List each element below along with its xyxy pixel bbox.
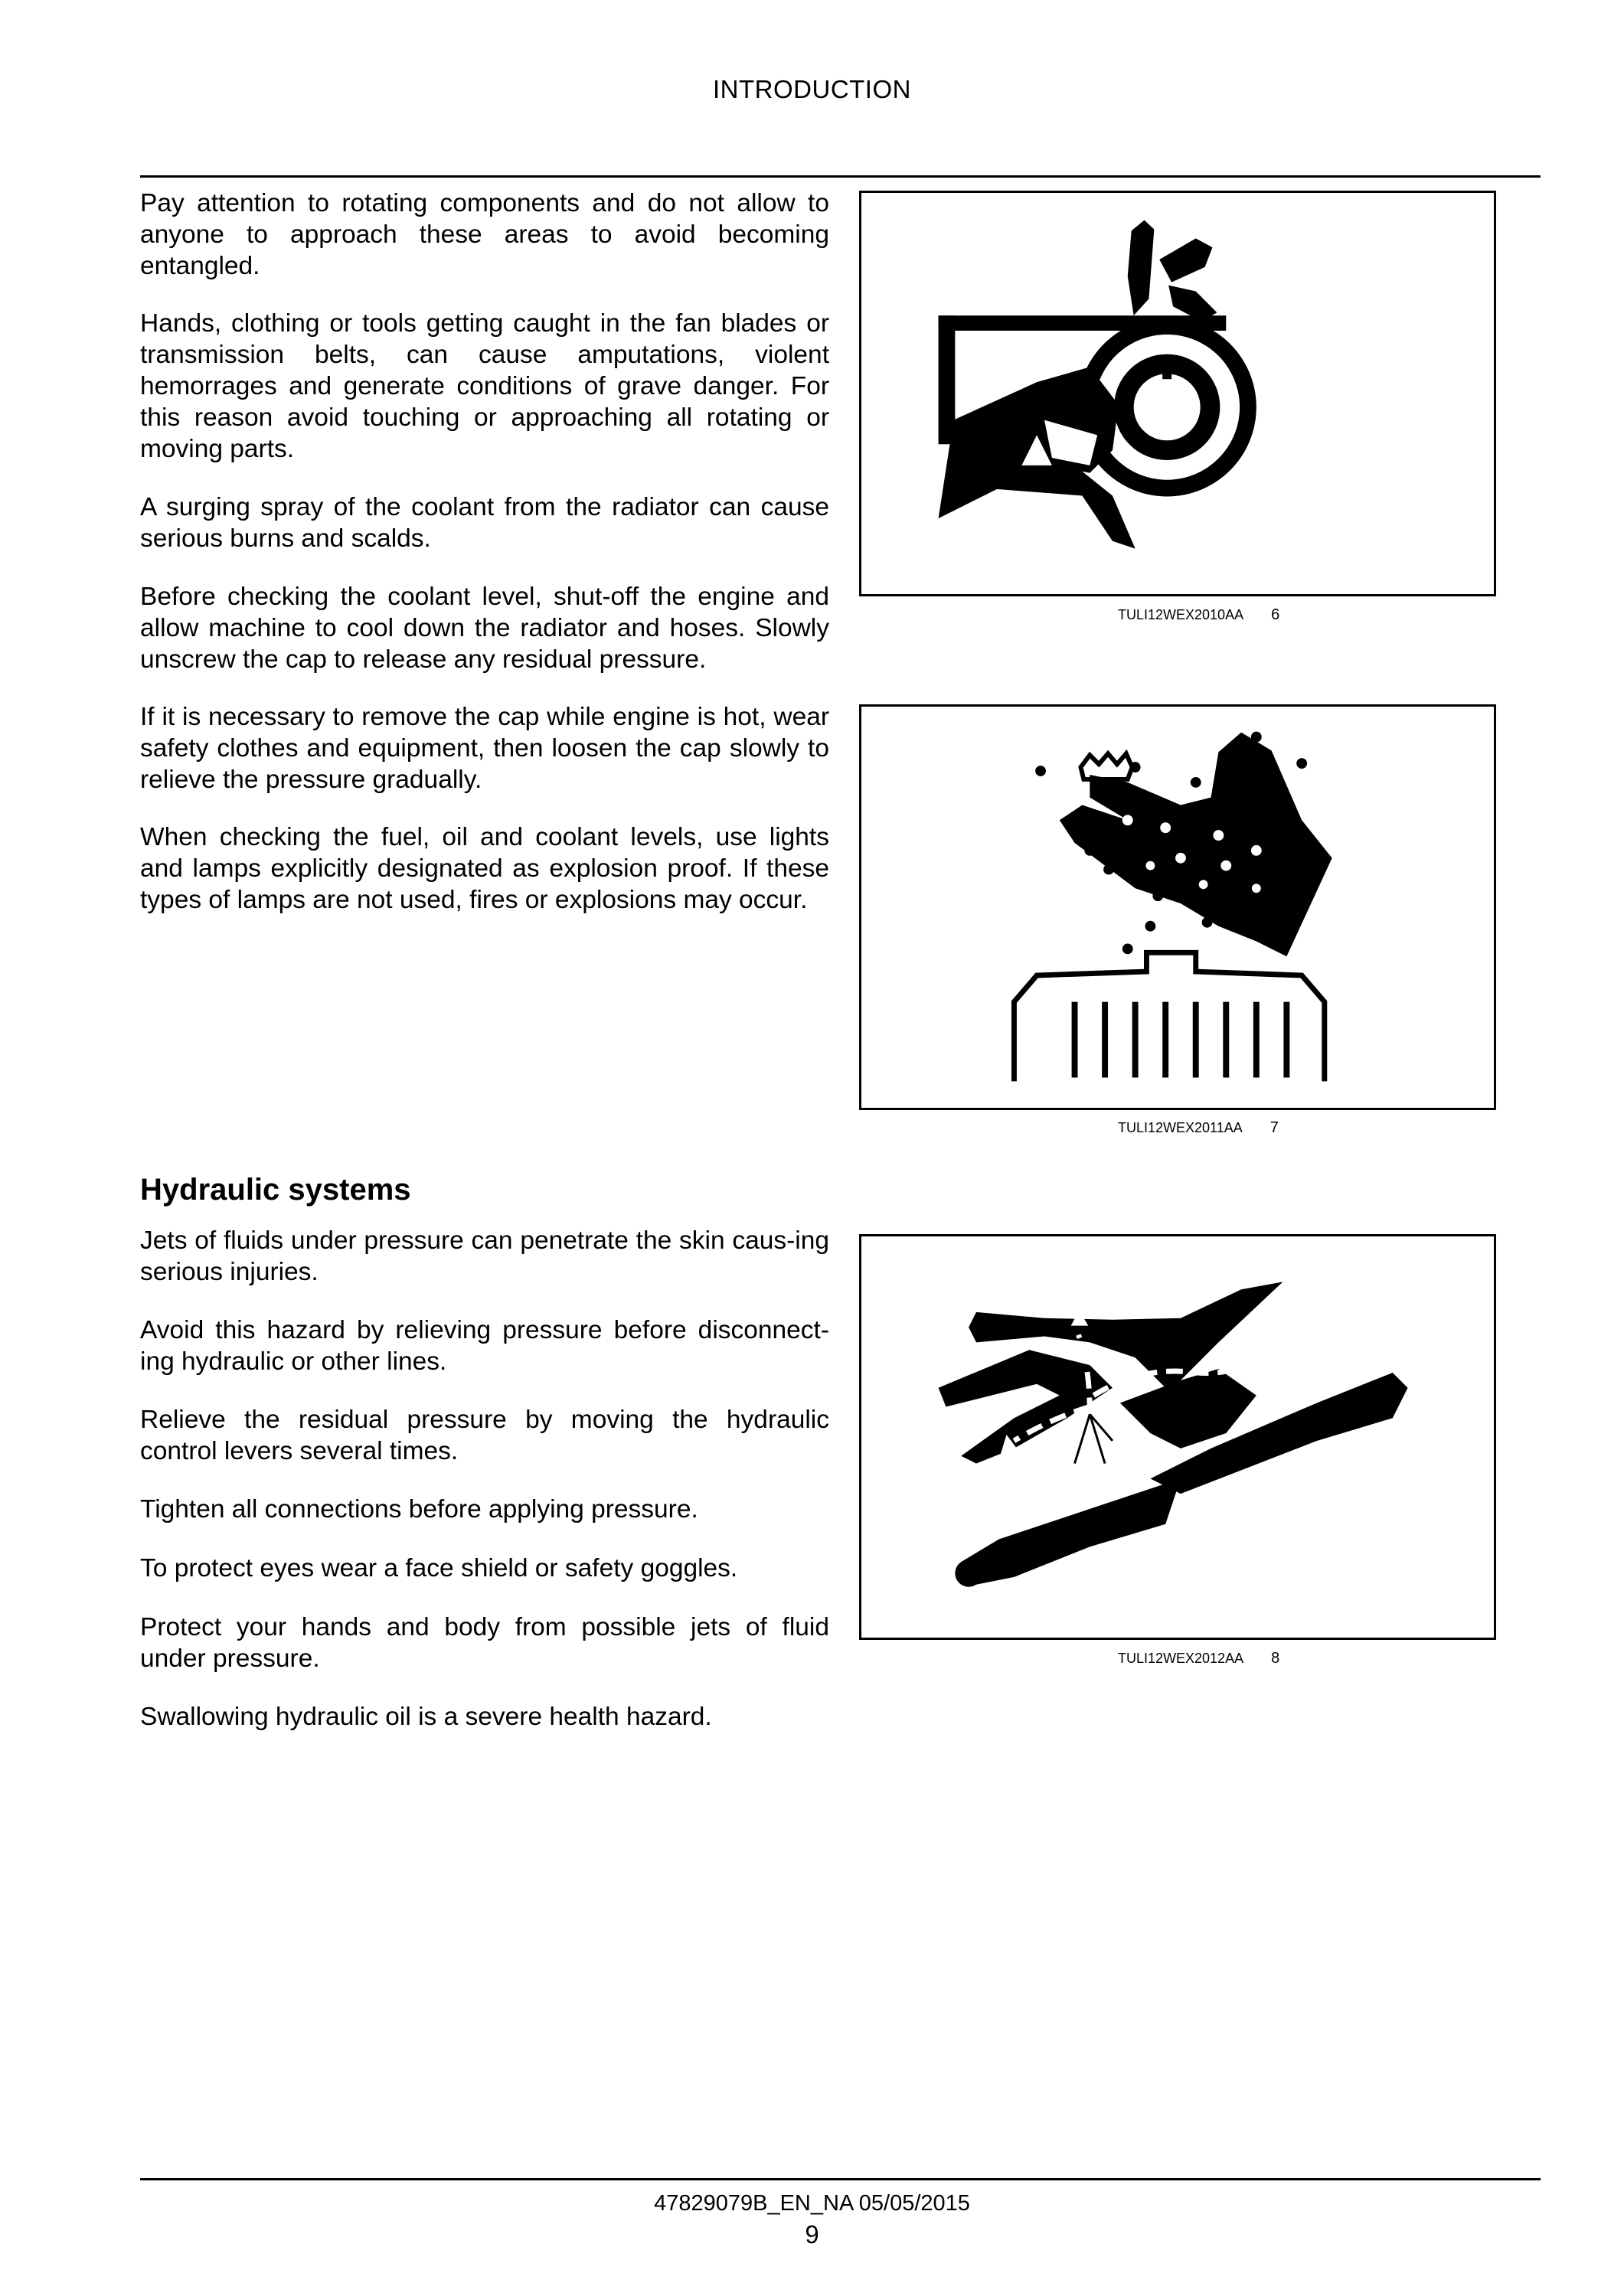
intro-paragraph: A surging spray of the coolant from the radiator can cause serious burns and scalds. — [140, 493, 829, 553]
intro-paragraph: If it is necessary to remove the cap while engine is hot, wear safety clothes and equipment, then loosen the cap slowly to relieve the pressure gradually. — [140, 703, 829, 794]
section-title-hydraulic: Hydraulic systems — [140, 1173, 411, 1207]
hot-coolant-spray-icon — [861, 707, 1494, 1108]
header-rule — [140, 175, 1541, 178]
page-header-title: INTRODUCTION — [713, 75, 911, 103]
hydraulic-paragraph: Protect your hands and body from possible jets of fluid under pressure. — [140, 1613, 829, 1673]
figure-code: TULI12WEX2012AA — [1118, 1651, 1244, 1666]
figure-hot-coolant — [859, 704, 1496, 1110]
figure-caption — [1118, 1119, 1279, 1137]
figure-caption — [1118, 606, 1279, 624]
hydraulic-fluid-injection-icon — [861, 1236, 1494, 1638]
figure-number: 6 — [1271, 606, 1280, 623]
figure-hydraulic-injection — [859, 1234, 1496, 1640]
hydraulic-paragraph: Swallowing hydraulic oil is a severe health hazard. — [140, 1703, 712, 1731]
intro-paragraph: When checking the fuel, oil and coolant levels, use lights and lamps explicitly designated as explosion proof. If these types of lamps are not used, fires or explosions may occur. — [140, 823, 829, 914]
figure-number: 8 — [1271, 1650, 1280, 1667]
intro-paragraph: Hands, clothing or tools getting caught in the fan blades or transmission belts, can cause amputations, violent hemorrages and generate conditions of grave danger. For this reason avoid touching or approaching all rotating or moving parts. — [140, 309, 829, 463]
hydraulic-paragraph: Tighten all connections before applying pressure. — [140, 1495, 698, 1524]
figure-code: TULI12WEX2011AA — [1118, 1120, 1243, 1135]
figure-caption — [1118, 1650, 1279, 1667]
footer-page-number: 9 — [805, 2220, 819, 2249]
intro-paragraph: Before checking the coolant level, shut-off the engine and allow machine to cool down the radiator and hoses. Slowly unscrew the cap to release any residual pressure. — [140, 583, 829, 674]
figure-code: TULI12WEX2010AA — [1118, 607, 1244, 622]
intro-paragraph: Pay attention to rotating components and do not allow to anyone to approach these areas to avoid becoming entangled. — [140, 189, 829, 280]
hydraulic-paragraph: Jets of fluids under pressure can penetrate the skin caus-ing serious injuries. — [140, 1226, 829, 1286]
hydraulic-paragraph: Avoid this hazard by relieving pressure before disconnect-ing hydraulic or other lines. — [140, 1316, 829, 1376]
footer-document-id: 47829079B_EN_NA 05/05/2015 — [654, 2191, 970, 2216]
figure-number: 7 — [1269, 1119, 1279, 1136]
hydraulic-paragraph: To protect eyes wear a face shield or safety goggles. — [140, 1554, 738, 1582]
footer-rule — [140, 2178, 1541, 2180]
figure-rotating-parts — [859, 191, 1496, 596]
rotating-parts-entanglement-icon — [861, 193, 1494, 594]
hydraulic-paragraph: Relieve the residual pressure by moving the hydraulic control levers several times. — [140, 1406, 829, 1465]
